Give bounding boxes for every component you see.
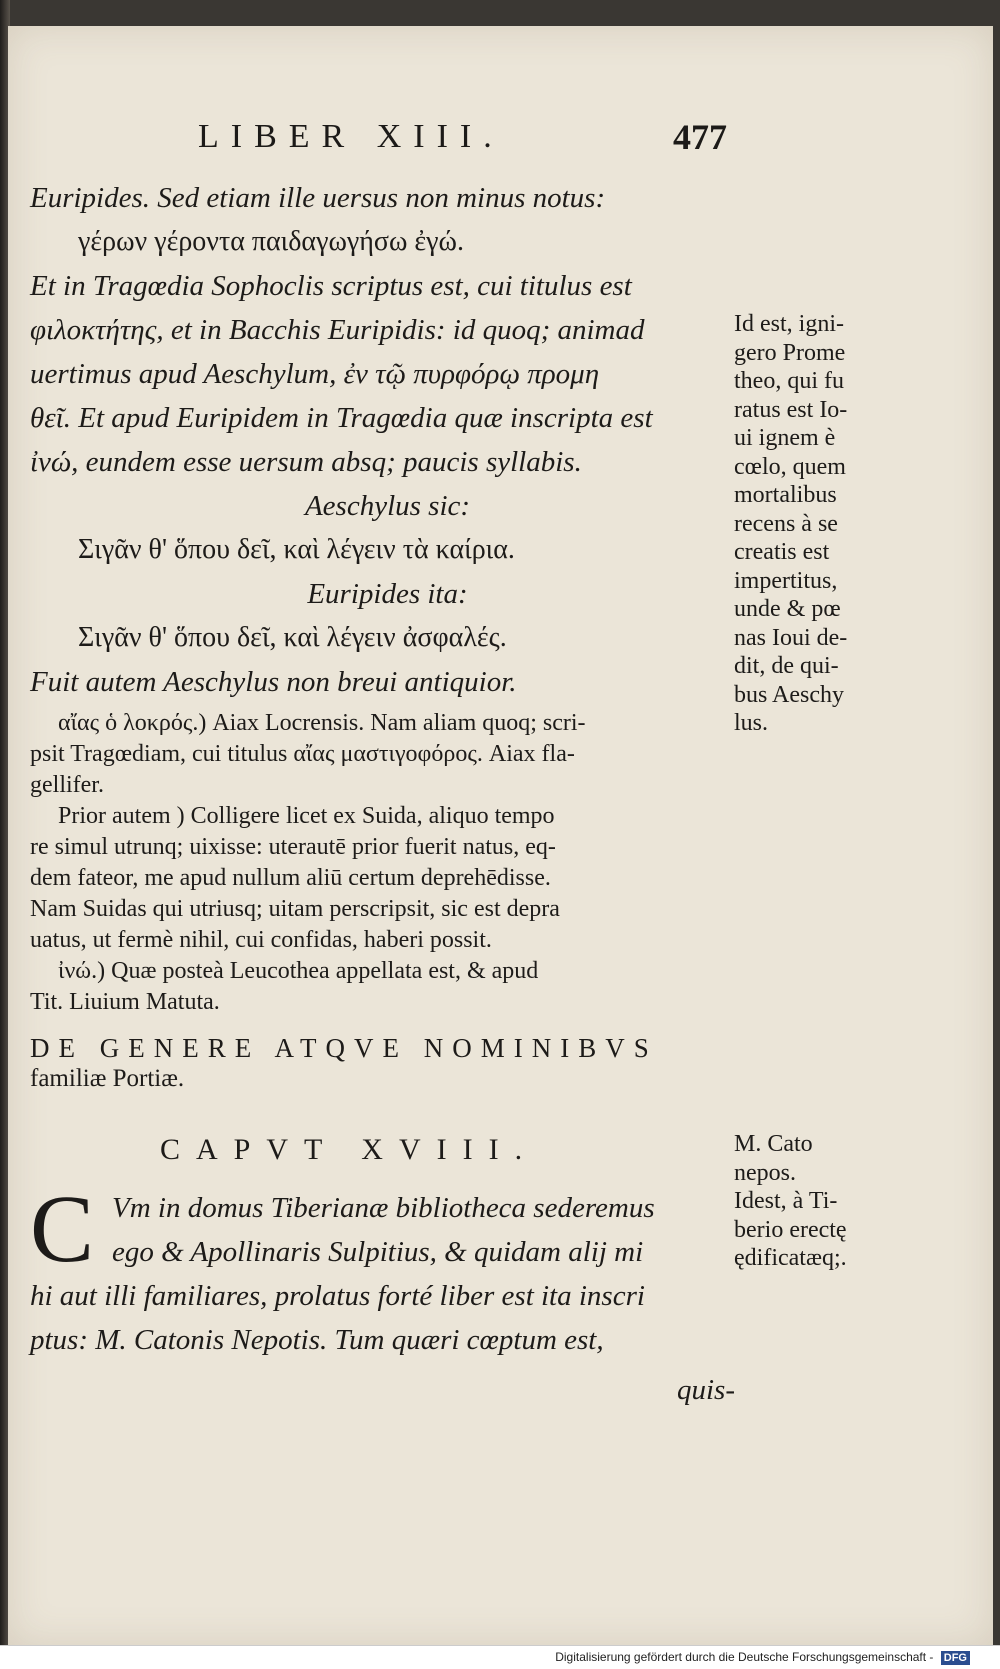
- drop-capital: C: [30, 1175, 95, 1282]
- note-text: uatus, ut fermè nihil, cui confidas, haberi possit.: [30, 927, 492, 953]
- digitization-footer: [0, 1645, 1000, 1669]
- margin-line: nepos.: [734, 1159, 796, 1186]
- verse-attribution: Euripides ita:: [307, 578, 468, 610]
- note-text: Colligere licet ex Suida, aliquo tempo: [190, 803, 555, 829]
- margin-line: ędificatæq;.: [734, 1245, 847, 1271]
- note-text: dem fateor, me apud nullum aliū certum deprehēdisse.: [30, 865, 551, 891]
- note-text: psit Tragœdiam, cui titulus αἴας μαστιγοφόρος. Aiax fla-: [30, 741, 575, 767]
- marginal-note: [734, 310, 847, 738]
- text-line: Fuit autem Aeschylus non breui antiquior.: [30, 666, 517, 698]
- margin-line: Idest, à Ti-: [734, 1188, 838, 1214]
- note-lemma: ἰνώ.): [58, 958, 106, 984]
- annotation-note: [30, 708, 745, 801]
- margin-line: creatis est: [734, 539, 830, 565]
- text-line: Et in Tragœdia Sophoclis scriptus est, cui titulus est: [30, 270, 632, 302]
- margin-line: recens à se: [734, 510, 838, 537]
- note-text: Quæ posteà Leucothea appellata est, & apud: [111, 958, 539, 984]
- chapter-opening: [30, 1175, 745, 1412]
- text-line: Euripides. Sed etiam ille uersus non minus notus:: [30, 182, 606, 214]
- chapter-title: CAPVT XVIII.: [160, 1133, 539, 1166]
- margin-line: dit, de qui-: [734, 653, 839, 679]
- marginal-note: [734, 1130, 847, 1273]
- annotation-note: [30, 801, 745, 956]
- margin-line: theo, qui fu: [734, 368, 844, 394]
- section-subheading: familiæ Portiæ.: [30, 1065, 185, 1092]
- margin-line: ratus est Io-: [734, 396, 848, 423]
- text-line: φιλοκτήτης, et in Bacchis Euripidis: id quoq; animad: [30, 314, 645, 346]
- footer-credit: Digitalisierung gefördert durch die Deutsche Forschungsgemeinschaft -: [555, 1650, 934, 1664]
- annotation-note: [30, 956, 745, 1018]
- margin-line: cœlo, quem: [734, 453, 846, 480]
- page-number: 477: [673, 117, 727, 157]
- dfg-logo: DFG: [941, 1651, 970, 1665]
- margin-line: gero Prome: [734, 339, 846, 366]
- note-text: Aiax Locrensis. Nam aliam quoq; scri-: [212, 710, 586, 736]
- note-text: Tit. Liuium Matuta.: [30, 989, 220, 1015]
- book-page: [8, 26, 993, 1646]
- note-text: Nam Suidas qui utriusq; uitam perscripsit, sic est depra: [30, 896, 560, 922]
- margin-line: mortalibus: [734, 482, 837, 508]
- text-line: hi aut illi familiares, prolatus forté liber est ita inscri: [30, 1280, 645, 1312]
- text-line: uertimus apud Aeschylum, ἐν τῷ πυρφόρῳ προμη: [30, 358, 600, 390]
- greek-verse-line: Σιγᾶν θ' ὅπου δεῖ, καὶ λέγειν τὰ καίρια.: [78, 534, 515, 565]
- verse-attribution: Aeschylus sic:: [304, 490, 471, 522]
- margin-line: bus Aeschy: [734, 681, 844, 708]
- margin-line: ui ignem è: [734, 425, 836, 451]
- margin-line: Id est, igni-: [734, 311, 844, 337]
- running-title: LIBER XIII.: [198, 118, 504, 155]
- note-text: gellifer.: [30, 772, 104, 798]
- main-text-column: [30, 176, 745, 1412]
- margin-line: berio erectę: [734, 1216, 847, 1243]
- greek-verse-line: γέρων γέροντα παιδαγωγήσω ἐγώ.: [78, 226, 464, 257]
- margin-line: lus.: [734, 710, 769, 736]
- catchword: quis-: [677, 1374, 735, 1406]
- text-line: θεῖ. Et apud Euripidem in Tragœdia quæ inscripta est: [30, 402, 653, 434]
- text-line: Vm in domus Tiberianæ bibliotheca sederemus: [112, 1192, 655, 1224]
- greek-verse-line: Σιγᾶν θ' ὅπου δεῖ, καὶ λέγειν ἀσφαλές.: [78, 622, 507, 653]
- note-lemma: αἴας ὁ λοκρός.): [58, 710, 207, 736]
- section-heading: DE GENERE ATQVE NOMINIBVS: [30, 1033, 658, 1063]
- text-line: ego & Apollinaris Sulpitius, & quidam alij mi: [112, 1236, 644, 1268]
- margin-line: M. Cato: [734, 1131, 813, 1157]
- margin-line: unde & pœ: [734, 596, 841, 622]
- text-line: ptus: M. Catonis Nepotis. Tum quæri cœptum est,: [30, 1324, 604, 1356]
- text-line: ἰνώ, eundem esse uersum absq; paucis syllabis.: [30, 446, 582, 478]
- note-text: re simul utrunq; uixisse: uterautē prior fuerit natus, eq-: [30, 834, 556, 860]
- margin-line: nas Ioui de-: [734, 624, 848, 651]
- margin-line: impertitus,: [734, 567, 838, 594]
- note-lemma: Prior autem ): [58, 803, 185, 829]
